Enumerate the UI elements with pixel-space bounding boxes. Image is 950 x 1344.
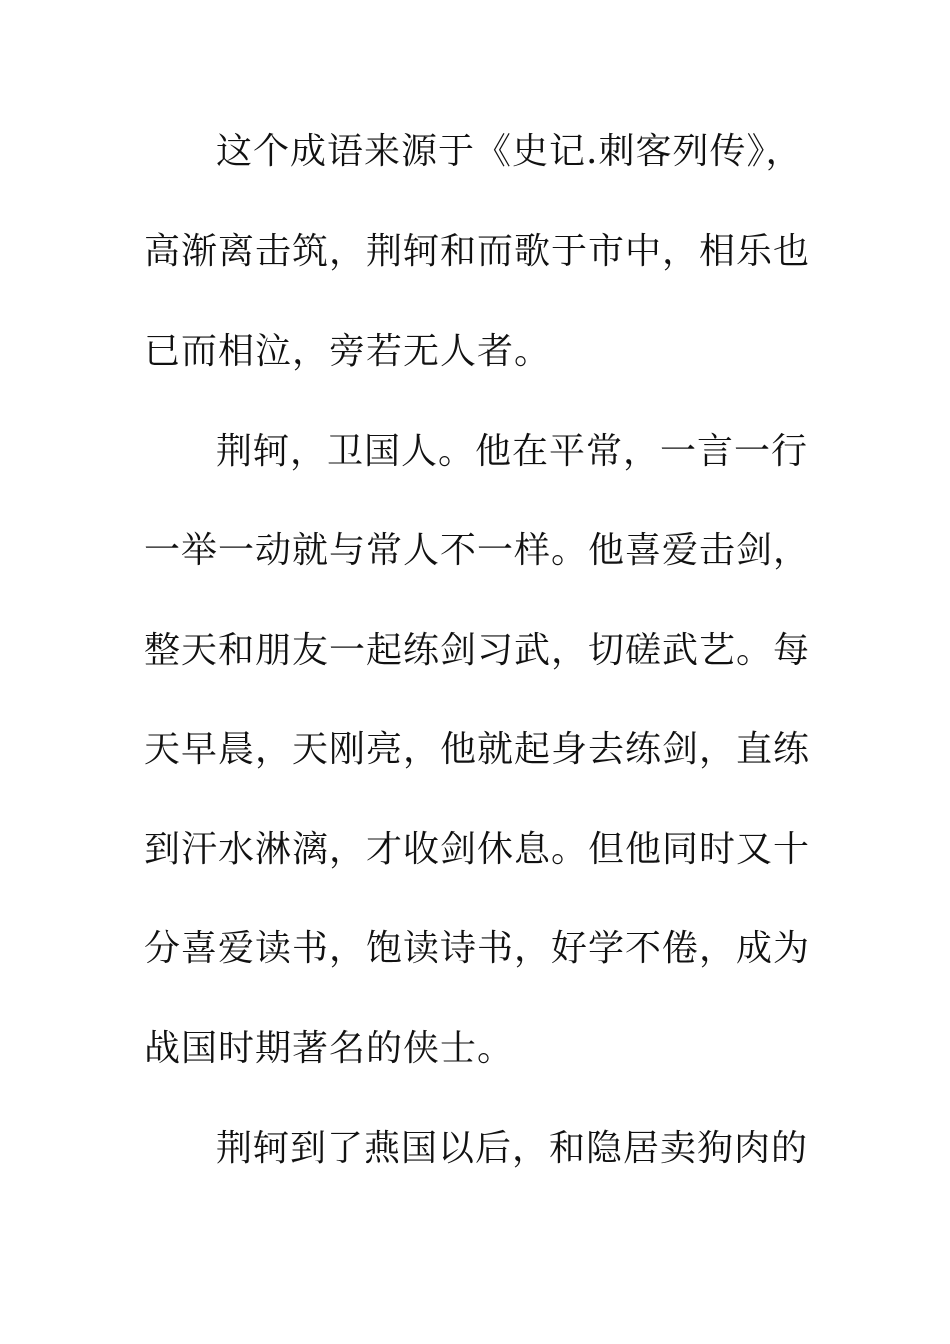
paragraph-2-line-4: 天早晨，天刚亮，他就起身去练剑，直练 [144,729,811,770]
paragraph-2-line-1: 荆轲，卫国人。他在平常，一言一行 [216,431,809,472]
paragraph-2-line-7: 战国时期著名的侠士。 [144,1028,515,1069]
paragraph-2-line-2: 一举一动就与常人不一样。他喜爱击剑， [144,530,811,571]
paragraph-2-line-6: 分喜爱读书，饱读诗书，好学不倦，成为 [144,928,811,969]
paragraph-2-line-5: 到汗水淋漓，才收剑休息。但他同时又十 [144,829,811,870]
paragraph-2-line-3: 整天和朋友一起练剑习武，切磋武艺。每 [144,630,811,671]
paragraph-3-line-1: 荆轲到了燕国以后，和隐居卖狗肉的 [216,1128,809,1169]
paragraph-1-line-1: 这个成语来源于《史记.刺客列传》， [216,131,803,172]
paragraph-1-line-2: 高渐离击筑，荆轲和而歌于市中，相乐也 [144,231,811,272]
paragraph-1-line-3: 已而相泣，旁若无人者。 [144,331,552,372]
